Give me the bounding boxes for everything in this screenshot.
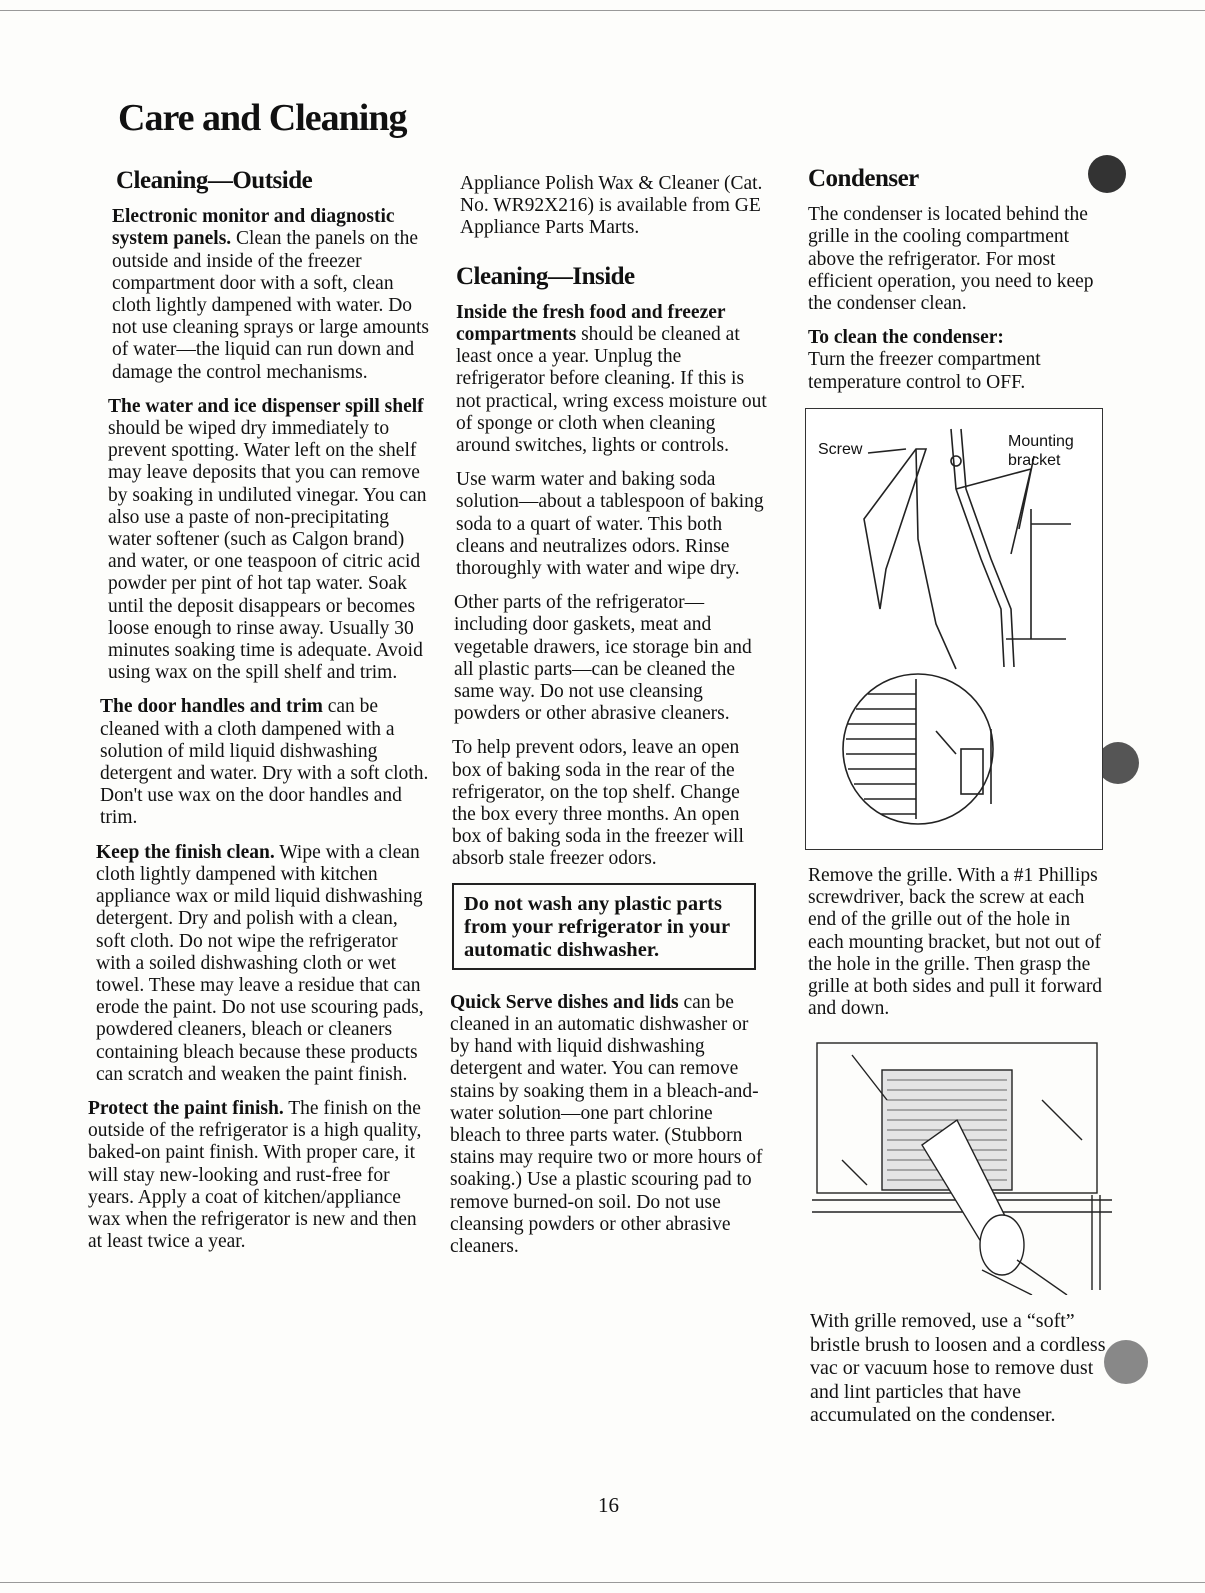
label-bracket: bracket (1008, 452, 1061, 469)
figure-vacuum-condenser (812, 1040, 1112, 1295)
page-title: Care and Cleaning (118, 97, 407, 139)
paragraph-text: Clean the panels on the outside and inside of the freezer compartment door with a soft, clean cloth lightly dampened with water. Do not use cleaning sprays or large amounts of water—the liquid can run down and damage the control mechanisms. (112, 228, 429, 383)
paragraph-baking-soda: Use warm water and baking soda solution—about a tablespoon of baking soda to a quart of water. This both cleans and neutralizes odors. Rinse thoroughly with water and wipe dry. (456, 469, 764, 580)
heading-condenser: Condenser (808, 165, 919, 192)
grille-screw-illustration (806, 409, 1102, 849)
label-screw: Screw (818, 441, 863, 458)
heading-cleaning-inside: Cleaning—Inside (456, 262, 635, 290)
scan-edge-top (0, 10, 1205, 11)
paragraph-quick-serve (450, 992, 768, 1258)
paragraph-soft-brush: With grille removed, use a “soft” bristle brush to loosen and a cordless vac or vacuum hose to remove dust and lint particles that have accumulated on the condenser. (810, 1310, 1106, 1426)
bold-lead: To clean the condenser: (808, 327, 1004, 349)
punch-hole-icon (1097, 742, 1139, 784)
paragraph-text: The finish on the outside of the refrigerator is a high quality, baked-on paint finish. With proper care, it will stay new-looking and rust-free for years. Apply a coat of kitchen/appliance wax when the refrigerator is new and then at least twice a year. (88, 1097, 422, 1253)
paragraph-text: can be cleaned in an automatic dishwasher or by hand with liquid dishwashing detergent and water. You can remove stains by soaking them in a bleach-and-water solution—one part chlorine bleach to three parts water. (Stubborn stains may require two or more hours of soaking.) Use a plastic scouring pad to remove burned-on soil. Do not use cleansing powders or other abrasive cleaners. (450, 991, 763, 1257)
bold-lead: Keep the finish clean. (96, 841, 275, 863)
heading-cleaning-outside: Cleaning—Outside (116, 167, 313, 194)
right-column-bottom (810, 1310, 1110, 1440)
paragraph-text: should be cleaned at least once a year. Unplug the refrigerator before cleaning. If this is not practical, wring excess moisture out of sponge or cloth when cleaning around switches, lights or controls. (456, 324, 767, 457)
figure-grille-screw (805, 408, 1103, 850)
paragraph-text: Wipe with a clean cloth lightly dampened with kitchen appliance wax or mild liquid dishwashing detergent. Dry and polish with a clean, soft cloth. Do not wipe the refrigerator with a soiled dishwashing cloth or wet towel. These may leave a residue that can erode the paint. Do not use scouring pads, powdered cleaners, bleach or cleaners containing bleach because these products can scratch and weaken the paint finish. (96, 841, 424, 1085)
page-number: 16 (598, 1493, 619, 1517)
paragraph-other-parts: Other parts of the refrigerator—including door gaskets, meat and vegetable drawers, ice storage bin and all plastic parts—can be cleaned the same way. Do not use cleansing powders or other abrasive cleaners. (454, 592, 752, 725)
paragraph-door-handles (100, 696, 429, 829)
bold-lead: Quick Serve dishes and lids (450, 991, 679, 1013)
paragraph-paint-finish (88, 1098, 429, 1253)
paragraph-remove-grille: Remove the grille. With a #1 Phillips screwdriver, back the screw at each end of the grille out of the hole in each mounting bracket, but not out of the hole in the grille. Then grasp the grille at both sides and pull it forward and down. (808, 865, 1103, 1020)
paragraph-odors: To help prevent odors, leave an open box of baking soda in the rear of the refrigerator, on the top shelf. Change the box every three months. An open box of baking soda in the freezer will absorb stale freezer odors. (452, 737, 744, 870)
vacuum-condenser-illustration (812, 1040, 1112, 1295)
paragraph-clean-condenser (808, 327, 1113, 394)
bold-lead: Inside the fresh food and freezer compartments (456, 301, 726, 346)
left-column (84, 167, 429, 1265)
punch-hole-icon (1088, 155, 1126, 193)
middle-column (448, 173, 768, 1270)
label-mounting: Mounting (1008, 433, 1074, 450)
paragraph-text: can be cleaned with a cloth dampened with a solution of mild liquid dishwashing detergent and water. Dry with a soft cloth. Don't use wax on the door handles and trim. (100, 696, 429, 829)
paragraph-compartments (456, 302, 768, 457)
right-column (808, 165, 1113, 406)
bold-lead: The door handles and trim (100, 696, 323, 718)
paragraph-text: Turn the freezer compartment temperature control to OFF. (808, 349, 1041, 393)
bold-lead: The water and ice dispenser spill shelf (108, 395, 424, 417)
paragraph-monitor-panels (112, 206, 429, 384)
bold-lead: Protect the paint finish. (88, 1097, 284, 1119)
paragraph-text: should be wiped dry immediately to prevent spotting. Water left on the shelf may leave deposits that you can remove by soaking in undiluted vinegar. You can also use a paste of non-precipitating water softener (such as Calgon brand) and water, or one teaspoon of citric acid powder per pint of hot tap water. Soak until the deposit disappears or becomes loose enough to rinse away. Usually 30 minutes soaking time is adequate. Avoid using wax on the spill shelf and trim. (108, 418, 427, 684)
bold-lead: Electronic monitor and diagnostic system panels. (112, 206, 395, 250)
notice-box-dishwasher: Do not wash any plastic parts from your refrigerator in your automatic dishwasher. (452, 883, 756, 970)
paragraph-finish-clean (96, 842, 429, 1086)
scan-edge-bottom (0, 1582, 1205, 1583)
paragraph-polish-wax: Appliance Polish Wax & Cleaner (Cat. No. WR92X216) is available from GE Appliance Parts Marts. (460, 173, 763, 239)
paragraph-spill-shelf (108, 396, 429, 685)
paragraph-condenser-location: The condenser is located behind the grille in the cooling compartment above the refrigerator. For most efficient operation, you need to keep the condenser clean. (808, 204, 1094, 315)
right-column-lower (808, 865, 1108, 1032)
punch-hole-icon (1104, 1340, 1148, 1384)
